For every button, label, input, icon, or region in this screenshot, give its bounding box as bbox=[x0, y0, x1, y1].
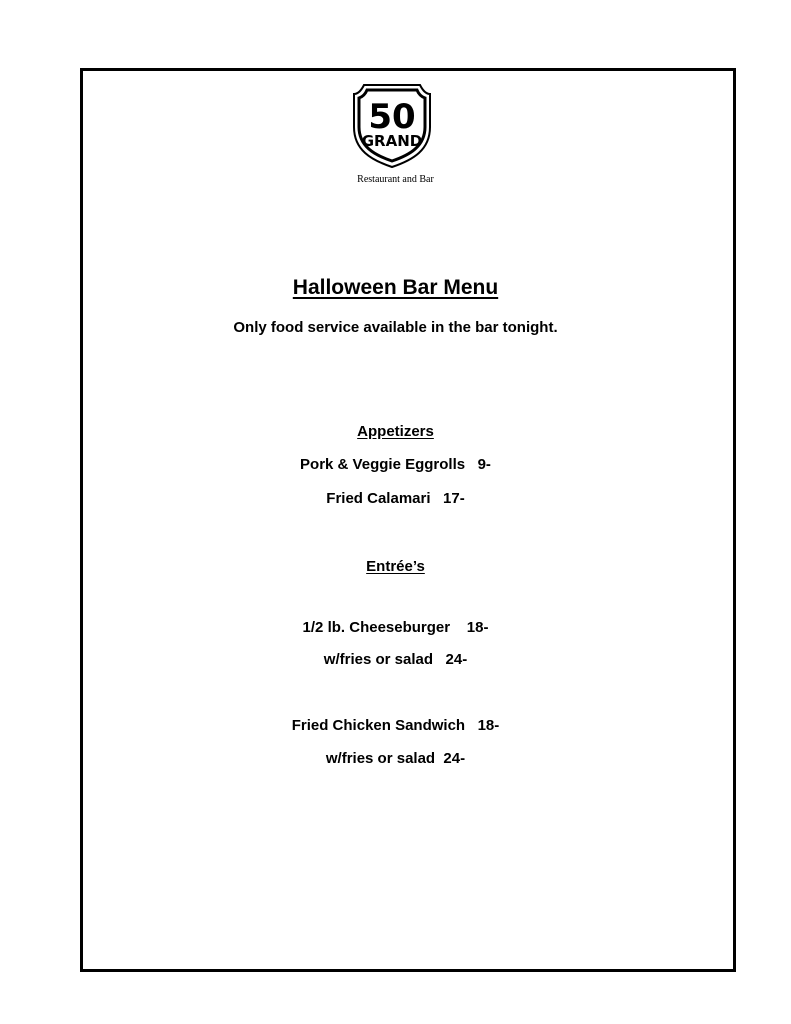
entrees-heading: Entrée’s bbox=[366, 558, 425, 575]
logo-number: 50 bbox=[368, 97, 416, 137]
menu-subtitle: Only food service available in the bar tonight. bbox=[233, 319, 558, 336]
menu-item-eggrolls: Pork & Veggie Eggrolls 9- bbox=[300, 456, 491, 473]
menu-item-chicken-sandwich: Fried Chicken Sandwich 18- bbox=[291, 717, 500, 734]
appetizers-heading: Appetizers bbox=[357, 423, 434, 440]
menu-item-chicken-sandwich-option: w/fries or salad 24- bbox=[325, 750, 466, 767]
menu-page-border bbox=[80, 68, 736, 972]
menu-item-cheeseburger-option: w/fries or salad 24- bbox=[323, 651, 468, 668]
restaurant-tagline: Restaurant and Bar bbox=[357, 174, 434, 185]
logo-word: GRAND bbox=[361, 132, 423, 150]
menu-item-calamari: Fried Calamari 17- bbox=[326, 490, 465, 507]
menu-title: Halloween Bar Menu bbox=[292, 276, 499, 299]
50-grand-logo bbox=[353, 82, 431, 168]
menu-item-cheeseburger: 1/2 lb. Cheeseburger 18- bbox=[302, 619, 489, 636]
